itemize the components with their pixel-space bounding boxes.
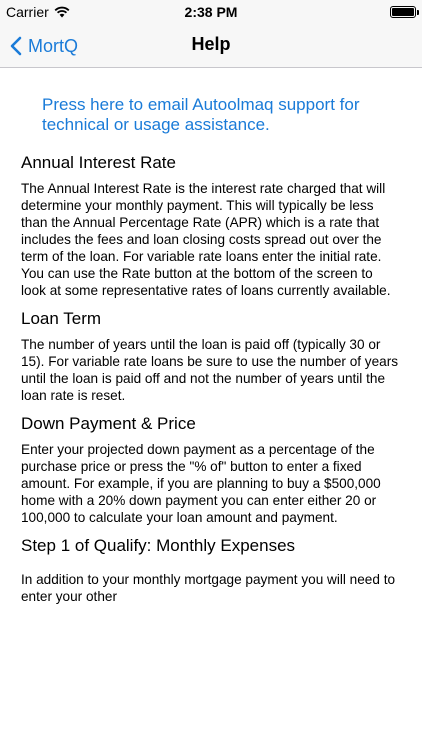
- section-body-monthly-expenses: In addition to your monthly mortgage payment you will need to enter your other: [21, 572, 396, 604]
- back-button-label: MortQ: [28, 35, 79, 56]
- email-support-link[interactable]: Press here to email Autoolmaq support for technical or usage assistance.: [42, 95, 360, 134]
- section-heading-annual-interest-rate: Annual Interest Rate: [21, 153, 176, 172]
- status-time: 2:38 PM: [184, 4, 238, 20]
- navigation-bar: [0, 24, 422, 68]
- section-heading-loan-term: Loan Term: [21, 309, 102, 328]
- page-title: Help: [191, 34, 231, 54]
- section-heading-down-payment-price: Down Payment & Price: [21, 414, 196, 433]
- help-content[interactable]: [0, 69, 422, 750]
- section-body-loan-term: The number of years until the loan is paid off (typically 30 or 15). For variable rate loans be sure to use the number of years until the loan is paid off and not the number of years until the loan rate is reset.: [21, 337, 399, 403]
- status-bar: [0, 0, 422, 24]
- battery-icon: [390, 6, 416, 18]
- section-heading-monthly-expenses: Step 1 of Qualify: Monthly Expenses: [21, 536, 296, 555]
- section-body-annual-interest-rate: The Annual Interest Rate is the interest rate charged that will determine your monthly payment. This will typically be less than the Annual Percentage Rate (APR) which is a rate that includes the fees and loan closing costs spread out over the term of the loan. For variable rate loans enter the initial rate. You can use the Rate button at the bottom of the screen to look at some representative rates of loans currently available.: [21, 181, 391, 298]
- carrier-label: Carrier: [6, 4, 49, 20]
- section-body-down-payment-price: Enter your projected down payment as a percentage of the purchase price or press the "% of" button to enter a fixed amount. For example, if you are planning to buy a $500,000 home with a 20% down payment you can enter either 20 or 100,000 to calculate your loan amount and payment.: [21, 442, 381, 525]
